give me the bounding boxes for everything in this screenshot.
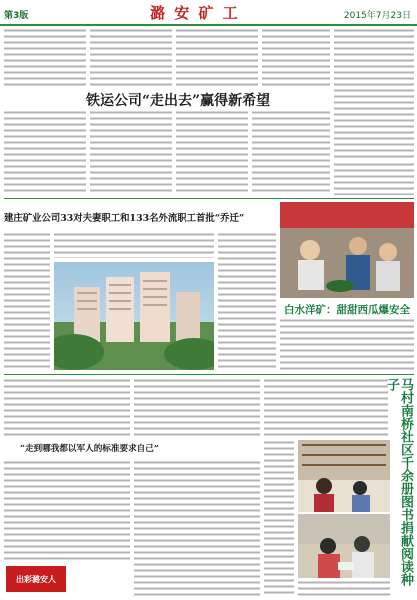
text-column: [176, 110, 248, 195]
text-column: [334, 28, 414, 158]
text-column: [4, 28, 86, 88]
text-column: [4, 110, 86, 195]
text-column: [134, 460, 260, 596]
main-headline: 铁运公司“走出去”赢得新希望: [86, 93, 271, 109]
text-column: [4, 378, 130, 438]
divider: [4, 198, 414, 199]
text-column: [218, 232, 276, 370]
text-column: [90, 28, 172, 88]
text-column: [4, 460, 130, 560]
text-column: [298, 580, 390, 596]
text-column: [262, 28, 330, 88]
issue-date: 2015年7月23日: [343, 11, 411, 21]
text-column: [54, 232, 214, 258]
text-column: [134, 378, 260, 438]
library-photo: [298, 440, 390, 512]
building-photo: [54, 262, 214, 370]
photo-caption-headline: 白水洋矿：甜甜西瓜爆安全: [284, 304, 410, 316]
reading-photo: [298, 514, 390, 578]
text-column: [176, 28, 258, 88]
second-headline: 建庄矿业公司33对夫妻职工和133名外流职工首批“乔迁”: [4, 213, 245, 224]
text-column: [280, 318, 414, 370]
page-number: 第3版: [4, 11, 29, 21]
text-column: [90, 110, 172, 195]
divider: [4, 374, 414, 375]
text-column: [264, 378, 388, 438]
text-column: [252, 110, 330, 195]
vertical-headline: 马村南桥社区千余册图书捐献阅读种子: [384, 378, 413, 586]
text-column: [264, 440, 294, 596]
essay-headline: “走到哪我都以军人的标准要求自己”: [20, 444, 159, 454]
watermelon-photo: [280, 202, 414, 298]
text-column: [334, 162, 414, 195]
column-logo: 出彩潞安人: [6, 566, 66, 592]
text-column: [4, 232, 50, 370]
masthead: 潞 安 矿 工: [150, 4, 240, 22]
